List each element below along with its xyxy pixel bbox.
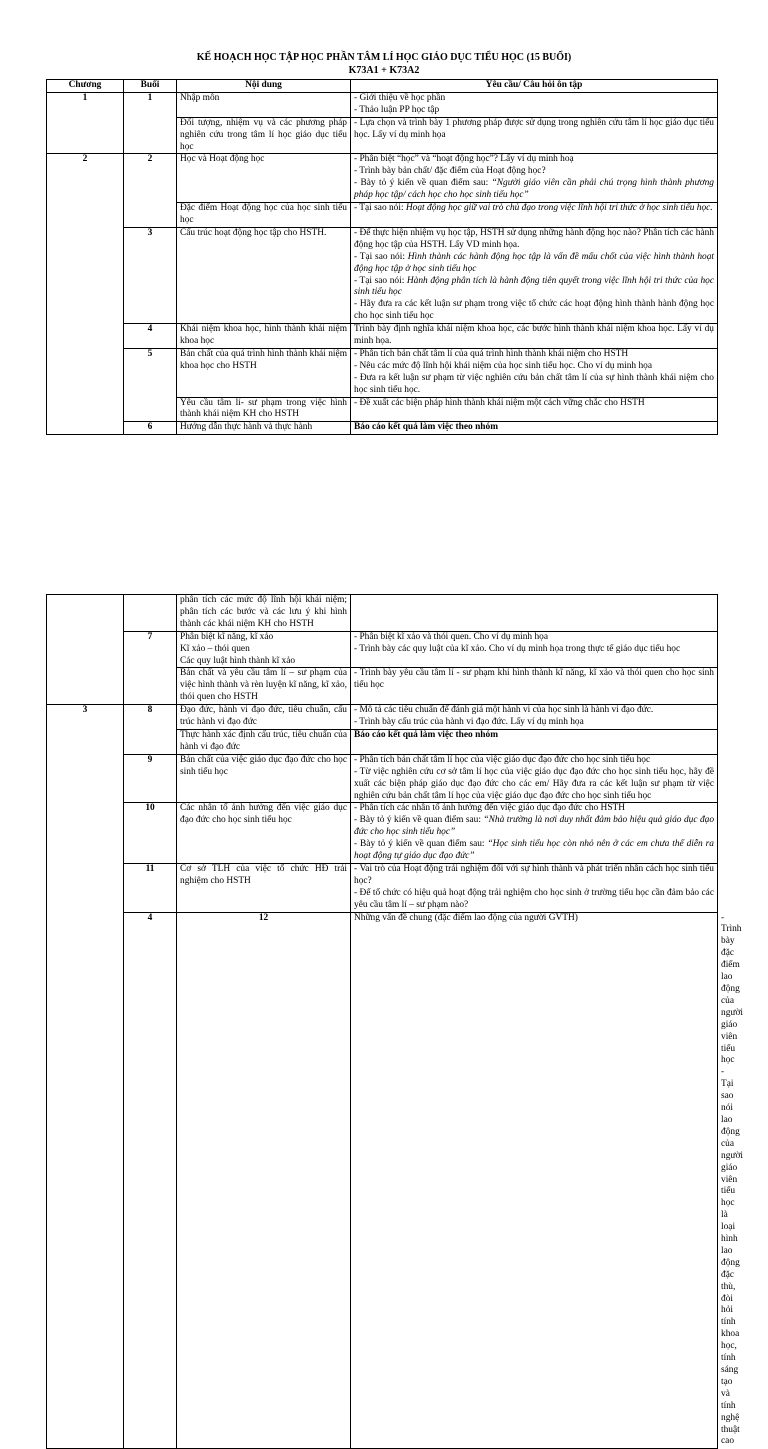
content-cell: Khái niệm khoa học, hình thành khái niệm khoa học bbox=[177, 324, 351, 349]
plan-table-page1 bbox=[46, 79, 718, 435]
content-cell: Hướng dẫn thực hành và thực hành bbox=[177, 422, 351, 435]
requirement-prefix: - Tại sao nói: bbox=[354, 251, 408, 262]
requirement-quote: “Học sinh tiểu học còn nhỏ nên ở các em chưa thể diễn ra hoạt động tự giáo dục đạo đức” bbox=[354, 839, 714, 862]
table-row bbox=[47, 631, 718, 668]
table-row: 4 12 Những vấn đề chung (đặc điểm lao động của người GVTH) - Trình bày đặc điểm lao động của người giáo viên tiểu học - Tại sao nói lao động của người giáo viên tiểu học là loại hình lao động đặc thù, đòi hỏi tính khoa học, tính sáng tạo và tính nghệ thuật cao bbox=[47, 912, 718, 1449]
session-cell: 11 bbox=[124, 863, 177, 912]
table-header-row bbox=[47, 80, 718, 93]
chapter-cell bbox=[47, 595, 124, 705]
header-buoi: Buổi bbox=[124, 80, 177, 93]
table-row bbox=[47, 348, 718, 397]
requirement-cell: Báo cáo kết quả làm việc theo nhóm bbox=[351, 422, 718, 435]
content-cell: Những vấn đề chung (đặc điểm lao động của người GVTH) bbox=[351, 912, 718, 1449]
session-cell: 12 bbox=[177, 912, 351, 1449]
table-row bbox=[47, 422, 718, 435]
requirement-cell bbox=[351, 203, 718, 228]
requirement-quote: “Người giáo viên cần phải chú trọng hình thành phương pháp học tập/ cách học cho học sinh tiểu học” bbox=[354, 178, 714, 201]
content-cell: Yêu cầu tâm lí- sư phạm trong việc hình thành khái niệm KH cho HSTH bbox=[177, 397, 351, 422]
requirement-cell bbox=[351, 705, 718, 730]
header-yeucau: Yêu cầu/ Câu hỏi ôn tập bbox=[351, 80, 718, 93]
requirement-line: - Trình bày cấu trúc của hành vi đạo đức. Lấy ví dụ minh họa bbox=[354, 717, 584, 728]
session-cell: 3 bbox=[124, 227, 177, 323]
table-row bbox=[47, 154, 718, 203]
requirement-cell: - Trình bày yêu cầu tâm lí - sư phạm khi hình thành kĩ năng, kĩ xảo và thói quen cho học sinh tiểu học bbox=[351, 668, 718, 705]
content-cell bbox=[177, 631, 351, 668]
table-row bbox=[47, 324, 718, 349]
session-cell: 7 bbox=[124, 631, 177, 704]
content-cell: Cấu trúc hoạt động học tập cho HSTH. bbox=[177, 227, 351, 323]
session-cell: 8 bbox=[124, 705, 177, 755]
requirement-line: - Thảo luận PP học tập bbox=[354, 104, 440, 115]
requirement-prefix: - Bày tỏ ý kiến về quan điểm sau: bbox=[354, 178, 492, 189]
chapter-cell: 3 bbox=[47, 705, 124, 1449]
requirement-cell: Báo cáo kết quả làm việc theo nhóm bbox=[351, 729, 718, 754]
requirement-quote: Hoạt động học giữ vai trò chủ đạo trong việc lĩnh hội tri thức ở học sinh tiểu học. bbox=[405, 203, 713, 214]
session-cell: 10 bbox=[124, 803, 177, 864]
requirement-line: - Vai trò của Hoạt động trải nghiệm đối với sự hình thành và phát triển nhân cách học sinh tiểu học? bbox=[354, 863, 714, 886]
requirement-line: - Mô tả các tiêu chuẩn để đánh giá một hành vi của học sinh là hành vi đạo đức. bbox=[354, 705, 654, 716]
requirement-line bbox=[354, 839, 714, 863]
requirement-line: - Phân biệt kĩ xảo và thói quen. Cho ví dụ minh họa bbox=[354, 631, 548, 642]
table-row bbox=[47, 863, 718, 912]
requirement-line: - Để tổ chức có hiệu quả hoạt động trải nghiệm cho học sinh ở trường tiểu học cần đảm bảo các yêu cầu tâm lí – sư phạm nào? bbox=[354, 887, 714, 910]
chapter-cell: 4 bbox=[124, 912, 177, 1449]
table-row bbox=[47, 705, 718, 730]
content-cell: Thực hành xác định cấu trúc, tiêu chuẩn của hành vi đạo đức bbox=[177, 729, 351, 754]
requirement-cell bbox=[351, 803, 718, 864]
requirement-prefix: - Tại sao nói: bbox=[354, 275, 407, 286]
requirement-cell: Trình bày định nghĩa khái niệm khoa học, các bước hình thành khái niệm khoa học. Lấy ví dụ minh họa. bbox=[351, 324, 718, 349]
requirement-cell bbox=[351, 595, 718, 632]
content-cell: Học và Hoạt động học bbox=[177, 154, 351, 203]
document-subtitle: K73A1 + K73A2 bbox=[348, 65, 420, 76]
content-line: Kĩ xảo – thói quen bbox=[180, 643, 250, 654]
requirement-prefix: - Bày tỏ ý kiến về quan điểm sau: bbox=[354, 815, 484, 826]
table-row bbox=[47, 227, 718, 323]
requirement-line: - Phân tích bản chất tâm lí của quá trình hình thành khái niệm cho HSTH bbox=[354, 348, 629, 359]
content-line: Các quy luật hình thành kĩ xảo bbox=[180, 655, 296, 666]
table-row bbox=[47, 803, 718, 864]
requirement-line bbox=[354, 252, 714, 276]
requirement-cell bbox=[351, 631, 718, 668]
chapter-cell: 2 bbox=[47, 154, 124, 435]
requirement-line: - Trình bày các quy luật của kĩ xảo. Cho ví dụ minh họa trong thực tế giáo dục tiểu học bbox=[354, 643, 681, 654]
requirement-line: - Giới thiệu về học phần bbox=[354, 92, 446, 103]
requirement-line: - Phân tích các nhân tố ảnh hưởng đến việc giáo dục đạo đức cho HSTH bbox=[354, 803, 626, 814]
document-title: KẾ HOẠCH HỌC TẬP HỌC PHẦN TÂM LÍ HỌC GIÁO DỤC TIỂU HỌC (15 BUỔI) bbox=[196, 52, 572, 63]
requirement-cell bbox=[351, 92, 718, 117]
requirement-cell: - Lựa chọn và trình bày 1 phương pháp được sử dụng trong nghiên cứu tâm lí học giáo dục tiểu học. Lấy ví dụ minh họa bbox=[351, 117, 718, 154]
session-cell bbox=[124, 595, 177, 632]
content-cell: Các nhân tố ảnh hưởng đến việc giáo dục đạo đức cho học sinh tiểu học bbox=[177, 803, 351, 864]
requirement-line bbox=[354, 815, 714, 839]
requirement-line: - Để thực hiện nhiệm vụ học tập, HSTH sử dụng những hành động học nào? Phân tích các hành động học tập của HSTH. Lấy VD minh họa. bbox=[354, 227, 714, 250]
content-cell: Bản chất của quá trình hình thành khái niệm khoa học cho HSTH bbox=[177, 348, 351, 397]
requirement-line: - Nêu các mức độ lĩnh hội khái niệm của học sinh tiểu học. Cho ví dụ minh họa bbox=[354, 360, 652, 371]
requirement-line: - Phân tích bản chất tâm lí học của việc giáo dục đạo đức cho học sinh tiểu học bbox=[354, 754, 651, 765]
requirement-cell: - Đề xuất các biện pháp hình thành khái niệm một cách vững chắc cho HSTH bbox=[351, 397, 718, 422]
table-row bbox=[47, 754, 718, 803]
session-cell: 6 bbox=[124, 422, 177, 435]
requirement-cell bbox=[351, 754, 718, 803]
content-cell: Bản chất và yêu cầu tâm lí – sư phạm của việc hình thành và rèn luyện kĩ năng, kĩ xảo, thói quen cho HSTH bbox=[177, 668, 351, 705]
session-cell: 2 bbox=[124, 154, 177, 227]
requirement-prefix: - Bày tỏ ý kiến về quan điểm sau: bbox=[354, 839, 488, 850]
content-cell: Đối tượng, nhiệm vụ và các phương pháp nghiên cứu trong tâm lí học giáo dục tiểu học bbox=[177, 117, 351, 154]
requirement-cell bbox=[351, 348, 718, 397]
content-line: Phân biệt kĩ năng, kĩ xảo bbox=[180, 631, 274, 642]
requirement-line: - Từ việc nghiên cứu cơ sở tâm lí học của việc giáo dục đạo đức cho học sinh tiểu học, hãy đề xuất các biện pháp giáo dục đạo đức cho các em/ Hãy đưa ra các kết luận sư phạm từ việc nghiên cứu bản chất tâm lí học của việc giáo dục đạo đức cho học sinh tiểu học bbox=[354, 766, 714, 801]
requirement-prefix: - Tại sao nói: bbox=[354, 203, 406, 214]
content-cell: phân tích các mức độ lĩnh hội khái niệm; phân tích các bước và các lưu ý khi hình thành các khái niệm KH cho HSTH bbox=[177, 595, 351, 632]
requirement-line: - Đưa ra kết luận sư phạm từ việc nghiên cứu bản chất tâm lí của sự hình thành khái niệm cho học sinh tiểu học. bbox=[354, 372, 714, 395]
requirement-quote: Hành động phân tích là hành động tiên quyết trong việc lĩnh hội tri thức của học sinh tiểu học bbox=[354, 275, 714, 298]
requirement-line bbox=[354, 178, 714, 202]
table-row bbox=[47, 92, 718, 117]
requirement-line: - Hãy đưa ra các kết luận sư phạm trong việc tổ chức các hoạt động hình thành hành động học cho học sinh tiểu học bbox=[354, 299, 714, 322]
chapter-cell: 1 bbox=[47, 92, 124, 154]
content-cell: Cơ sở TLH của việc tổ chức HĐ trải nghiệm cho HSTH bbox=[177, 863, 351, 912]
plan-table-page2 bbox=[46, 594, 744, 1449]
requirement-line: - Trình bày bản chất/ đặc điểm của Hoạt động học? bbox=[354, 166, 546, 177]
content-cell: Nhập môn bbox=[177, 92, 351, 117]
requirement-line bbox=[354, 276, 714, 300]
header-chuong: Chương bbox=[47, 80, 124, 93]
content-cell: Bản chất của việc giáo dục đạo đức cho học sinh tiểu học bbox=[177, 754, 351, 803]
requirement-quote: “Nhà trường là nơi duy nhất đảm bảo hiệu quả giáo dục đạo đức cho học sinh tiểu học” bbox=[354, 815, 715, 838]
session-cell: 4 bbox=[124, 324, 177, 349]
content-cell: Đặc điểm Hoạt động học của học sinh tiểu học bbox=[177, 203, 351, 228]
session-cell: 5 bbox=[124, 348, 177, 421]
requirement-line: - Phân biệt “học” và “hoạt động học”? Lấy ví dụ minh hoạ bbox=[354, 154, 574, 165]
table-row bbox=[47, 595, 718, 632]
requirement-cell bbox=[351, 154, 718, 203]
content-cell: Đạo đức, hành vi đạo đức, tiêu chuẩn, cấu trúc hành vi đạo đức bbox=[177, 705, 351, 730]
session-cell: 9 bbox=[124, 754, 177, 803]
requirement-cell bbox=[351, 863, 718, 912]
session-cell: 1 bbox=[124, 92, 177, 154]
requirement-quote: Hình thành các hành động học tập là vấn đề mấu chốt của việc hình thành hoạt động học tập ở học sinh tiểu học bbox=[354, 251, 715, 274]
requirement-cell bbox=[351, 227, 718, 323]
header-noidung: Nội dung bbox=[177, 80, 351, 93]
